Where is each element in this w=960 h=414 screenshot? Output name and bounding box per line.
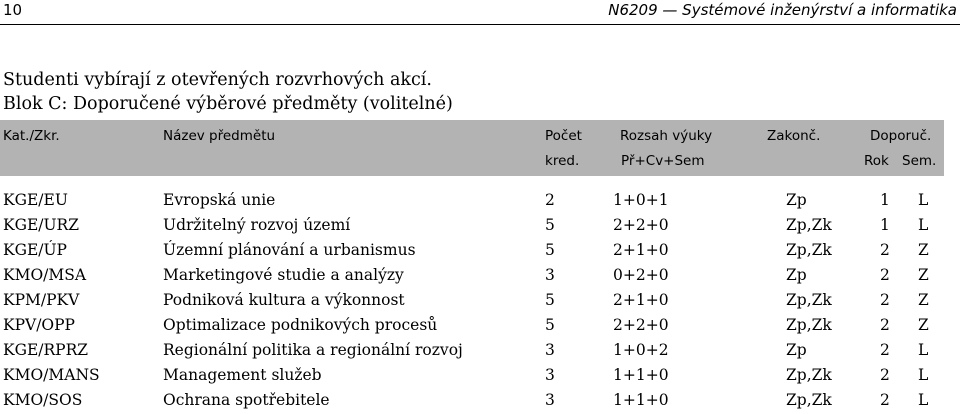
header-doporuc: Doporuč. [870, 128, 932, 144]
cell-code: KGE/RPRZ [3, 341, 89, 359]
cell-range: 2+2+0 [613, 216, 669, 234]
cell-semester: Z [918, 241, 929, 259]
table-row [0, 241, 944, 264]
cell-code: KGE/ÚP [3, 241, 67, 259]
cell-credits: 5 [545, 216, 555, 234]
cell-name: Marketingové studie a analýzy [163, 266, 404, 284]
cell-code: KGE/EU [3, 191, 68, 209]
cell-range: 1+0+2 [613, 341, 669, 359]
header-rozsah: Rozsah výuky [620, 128, 713, 144]
cell-completion: Zp,Zk [786, 216, 832, 234]
header-sem: Sem. [902, 153, 937, 169]
intro-text: Studenti vybírají z otevřených rozvrhových akcí. [3, 70, 432, 90]
table-row [0, 191, 944, 214]
cell-code: KPV/OPP [3, 316, 75, 334]
cell-credits: 5 [545, 291, 555, 309]
cell-credits: 5 [545, 316, 555, 334]
cell-year: 2 [880, 291, 890, 309]
cell-credits: 3 [545, 366, 555, 384]
table-row [0, 391, 944, 414]
cell-year: 2 [880, 316, 890, 334]
header-pocet: Počet [545, 128, 582, 144]
cell-range: 2+1+0 [613, 241, 669, 259]
cell-range: 0+2+0 [613, 266, 669, 284]
header-rozsah-sub: Př+Cv+Sem [621, 153, 705, 169]
page-header [0, 0, 960, 21]
cell-code: KPM/PKV [3, 291, 80, 309]
table-row [0, 341, 944, 364]
cell-code: KMO/MANS [3, 366, 100, 384]
table-row [0, 291, 944, 314]
header-rule [0, 24, 960, 25]
cell-completion: Zp,Zk [786, 366, 832, 384]
cell-semester: L [918, 341, 929, 359]
cell-year: 1 [880, 191, 890, 209]
cell-code: KMO/SOS [3, 391, 83, 409]
cell-completion: Zp,Zk [786, 241, 832, 259]
header-rok: Rok [864, 153, 889, 169]
cell-name: Ochrana spotřebitele [163, 391, 330, 409]
cell-semester: L [918, 366, 929, 384]
cell-semester: Z [918, 316, 929, 334]
cell-year: 2 [880, 241, 890, 259]
cell-code: KGE/URZ [3, 216, 80, 234]
header-kred: kred. [545, 153, 580, 169]
cell-name: Regionální politika a regionální rozvoj [163, 341, 463, 359]
cell-range: 2+2+0 [613, 316, 669, 334]
table-row [0, 366, 944, 389]
cell-name: Udržitelný rozvoj území [163, 216, 351, 234]
cell-semester: L [918, 391, 929, 409]
course-title: N6209 — Systémové inženýrství a informatika [608, 1, 957, 19]
cell-completion: Zp [786, 266, 807, 284]
cell-credits: 5 [545, 241, 555, 259]
table-row [0, 216, 944, 239]
block-title: Blok C: Doporučené výběrové předměty (volitelné) [3, 94, 453, 114]
cell-completion: Zp,Zk [786, 291, 832, 309]
cell-year: 2 [880, 341, 890, 359]
header-zakonc: Zakonč. [767, 128, 821, 144]
cell-range: 1+1+0 [613, 366, 669, 384]
cell-semester: Z [918, 266, 929, 284]
cell-semester: L [918, 191, 929, 209]
table-row [0, 266, 944, 289]
header-kat: Kat./Zkr. [3, 128, 60, 144]
cell-credits: 3 [545, 266, 555, 284]
cell-completion: Zp [786, 341, 807, 359]
cell-name: Optimalizace podnikových procesů [163, 316, 438, 334]
header-name: Název předmětu [163, 128, 276, 144]
cell-completion: Zp [786, 191, 807, 209]
cell-year: 1 [880, 216, 890, 234]
cell-name: Územní plánování a urbanismus [163, 241, 416, 259]
cell-code: KMO/MSA [3, 266, 87, 284]
cell-credits: 3 [545, 391, 555, 409]
cell-year: 2 [880, 391, 890, 409]
cell-year: 2 [880, 266, 890, 284]
page-number: 10 [3, 1, 23, 19]
cell-name: Podniková kultura a výkonnost [163, 291, 405, 309]
cell-completion: Zp,Zk [786, 391, 832, 409]
cell-credits: 2 [545, 191, 555, 209]
cell-credits: 3 [545, 341, 555, 359]
cell-name: Evropská unie [163, 191, 276, 209]
cell-range: 2+1+0 [613, 291, 669, 309]
table-row [0, 316, 944, 339]
cell-completion: Zp,Zk [786, 316, 832, 334]
cell-range: 1+0+1 [613, 191, 669, 209]
cell-semester: Z [918, 291, 929, 309]
cell-year: 2 [880, 366, 890, 384]
cell-name: Management služeb [163, 366, 322, 384]
cell-range: 1+1+0 [613, 391, 669, 409]
cell-semester: L [918, 216, 929, 234]
